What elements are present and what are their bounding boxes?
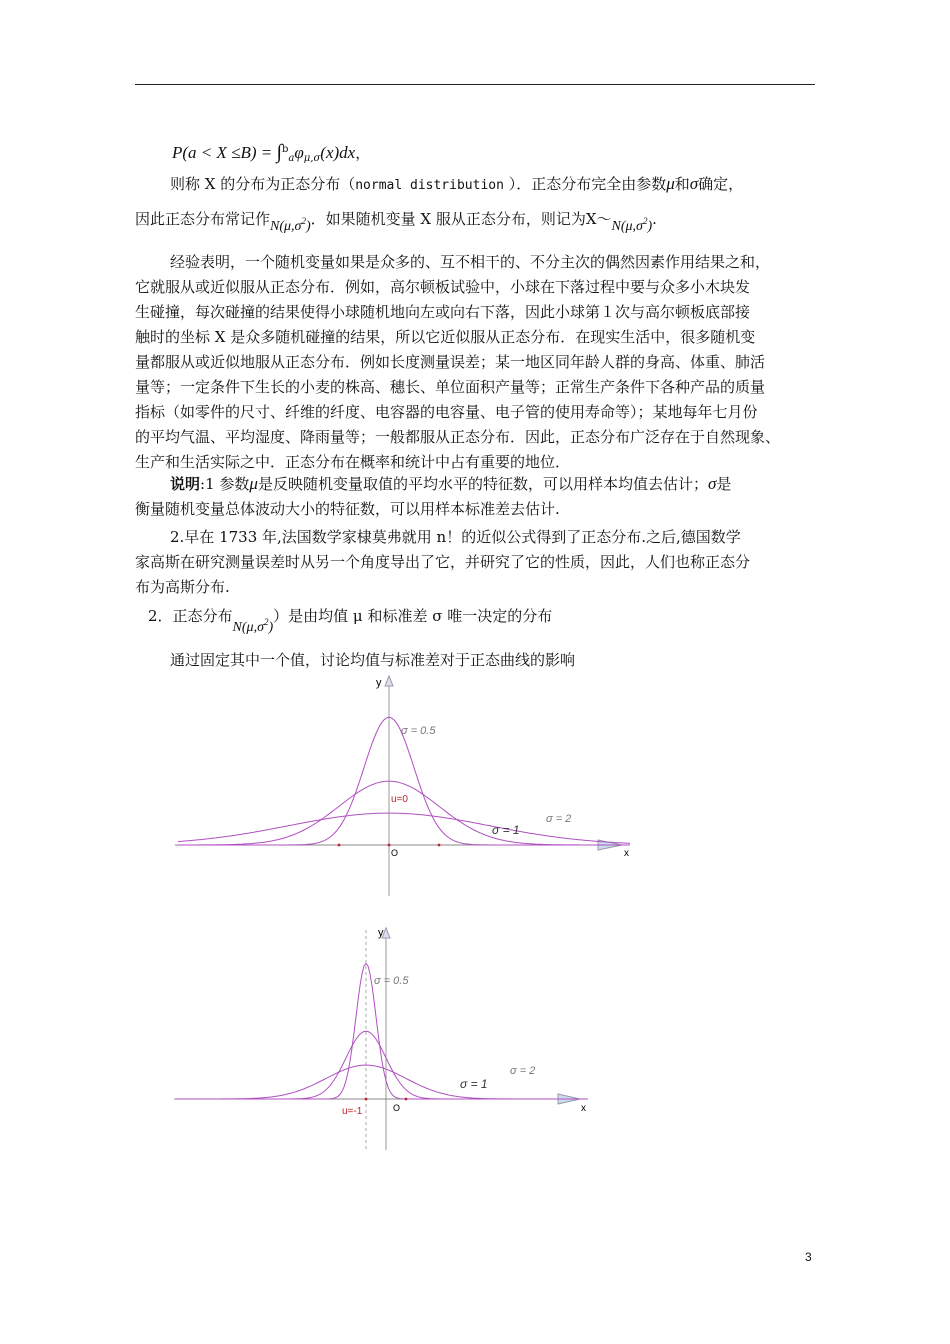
paragraph-line: 生碰撞，每次碰撞的结果使得小球随机地向左或向右下落，因此小球第１次与高尔顿板底部接 [135,303,751,321]
paragraph-line: 生产和生活实际之中．正态分布在概率和统计中占有重要的地位． [135,453,571,471]
graph-intro: 通过固定其中一个值，讨论均值与标准差对于正态曲线的影响 [170,651,576,669]
sigma-0-5-label: σ = 0.5 [401,725,436,737]
history-line: 布为高斯分布. [135,578,230,596]
sigma-2-label: σ = 2 [546,813,572,825]
origin-label: O [391,848,399,858]
paragraph-line: 经验表明，一个随机变量如果是众多的、互不相干的、不分主次的偶然因素作用结果之和， [170,253,771,271]
sigma-2-label: σ = 2 [510,1065,536,1077]
mean-label: u=-1 [342,1106,363,1117]
normal-curves-graph-mu-neg1 [160,924,620,1154]
header-rule [135,84,815,85]
item-2: 2．正态分布$N(\mu,\sigma^2)$）是由均值 μ 和标准差 σ 唯一决定的分布 [148,607,553,635]
normal-distribution-notation: 因此正态分布常记作$N(\mu,\sigma^2)$．如果随机变量 X 服从正态分布，则记为$X\sim N(\mu,\sigma^2)$. [135,210,657,234]
tick-dot [405,1098,408,1101]
tick-dot [365,1098,368,1101]
history-line: 家高斯在研究测量误差时从另一个角度导出了它，并研究了它的性质，因此，人们也称正态分 [135,553,751,571]
paragraph-line: 的平均气温、平均湿度、降雨量等；一般都服从正态分布．因此，正态分布广泛存在于自然现象、 [135,428,781,446]
paragraph-line: 量等；一定条件下生长的小麦的株高、穗长、单位面积产量等；正常生产条件下各种产品的质量 [135,378,766,396]
paragraph-line: 它就服从或近似服从正态分布．例如，高尔顿板试验中，小球在下落过程中要与众多小木块发 [135,278,751,296]
paragraph-line: 指标（如零件的尺寸、纤维的纤度、电容器的电容量、电子管的使用寿命等）；某地每年七月份 [135,403,758,421]
tick-dot [438,844,441,847]
paragraph-line: 量都服从或近似地服从正态分布．例如长度测量误差；某一地区同年龄人群的身高、体重、肺活 [135,353,766,371]
note-line-2: 衡量随机变量总体波动大小的特征数，可以用样本标准差去估计. [135,500,560,518]
x-axis-label: x [581,1103,586,1114]
y-axis-label: y [376,677,382,689]
y-axis-label: y [378,927,384,939]
origin-label: O [393,1103,401,1113]
note-line-1: 说明:1 参数μ是反映随机变量取值的平均水平的特征数，可以用样本均值去估计；σ是 [170,474,732,493]
y-axis-arrow [385,676,393,686]
sigma-0-5-label: σ = 0.5 [374,975,409,987]
history-line: 2.早在 1733 年,法国数学家棣莫弗就用 n！的近似公式得到了正态分布.之后,德国数学 [170,528,741,546]
normal-curves-graph-mu-0 [160,672,660,900]
page-number: 3 [805,1250,812,1264]
mean-label: u=0 [391,794,408,805]
tick-dot [388,844,391,847]
tick-dot [338,844,341,847]
normal-distribution-definition: 则称 X 的分布为正态分布（normal distribution ）．正态分布完全由参数μ和σ确定， [170,174,744,193]
probability-formula: $P(a < X \le B) = \int^b_a\varphi_{\mu,\sigma}(x)dx$， [172,141,371,164]
sigma-1-label: σ = 1 [460,1077,488,1091]
x-axis-label: x [624,848,629,859]
paragraph-line: 触时的坐标 X 是众多随机碰撞的结果，所以它近似服从正态分布．在现实生活中，很多随机变 [135,328,756,346]
sigma-1-label: σ = 1 [492,823,520,837]
